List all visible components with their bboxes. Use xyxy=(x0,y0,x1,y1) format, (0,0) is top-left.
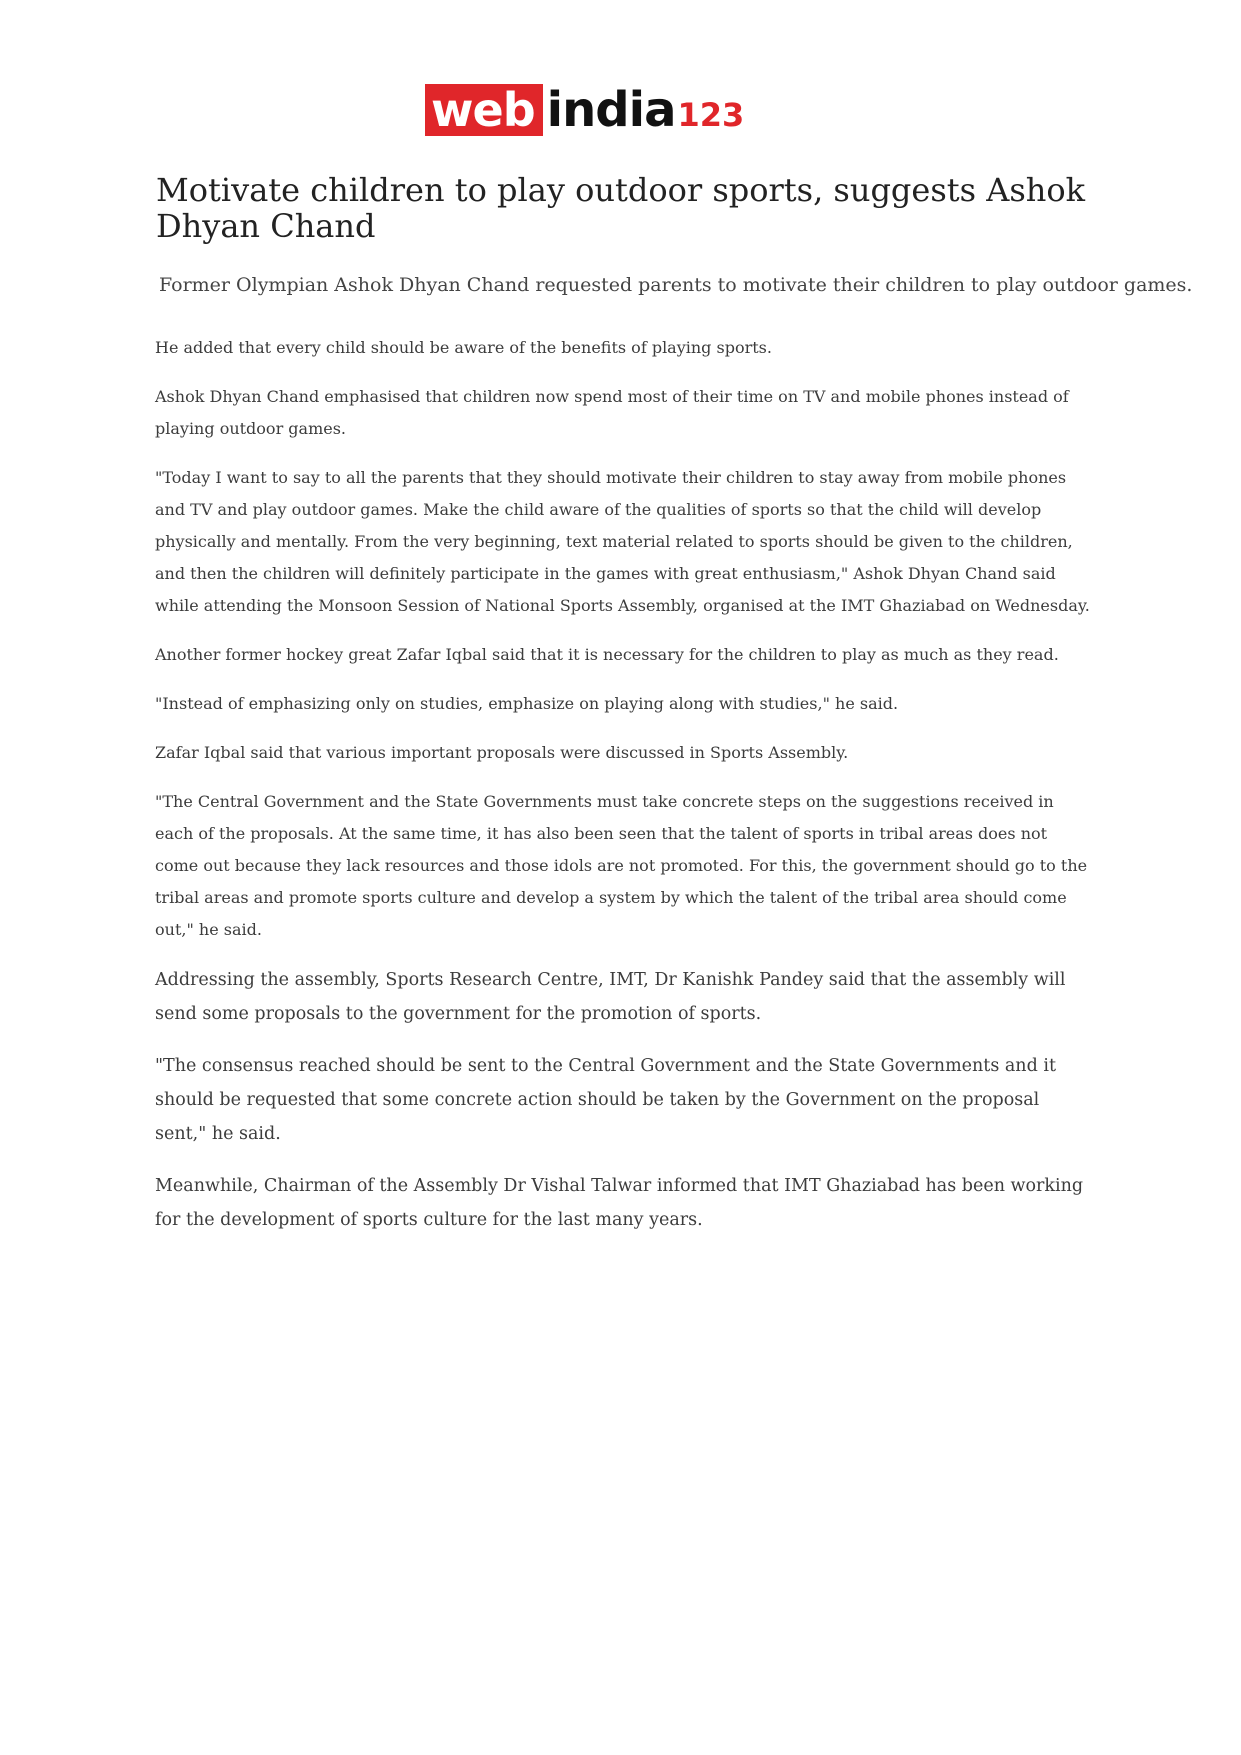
article-body xyxy=(155,332,1090,1255)
article-paragraph: Meanwhile, Chairman of the Assembly Dr Vishal Talwar informed that IMT Ghaziabad has been working for the development of sports culture for the last many years. xyxy=(155,1176,1084,1230)
article-paragraph: "Instead of emphasizing only on studies, emphasize on playing along with studies," he said. xyxy=(155,694,899,713)
article-paragraph: "Today I want to say to all the parents that they should motivate their children to stay away from mobile phones and TV and play outdoor games. Make the child aware of the qualities of sports so that the child will develop physically and mentally. From the very beginning, text material related to sports should be given to the children, and then the children will definitely participate in the games with great enthusiasm," Ashok Dhyan Chand said while attending the Monsoon Session of National Sports Assembly, organised at the IMT Ghaziabad on Wednesday. xyxy=(155,468,1090,615)
article-paragraph: "The Central Government and the State Governments must take concrete steps on the suggestions received in each of the proposals. At the same time, it has also been seen that the talent of sports in tribal areas does not come out because they lack resources and those idols are not promoted. For this, the government should go to the tribal areas and promote sports culture and develop a system by which the talent of the tribal area should come out," he said. xyxy=(155,792,1088,939)
logo-india-text: india xyxy=(546,82,676,138)
logo-web-text: web xyxy=(425,84,543,136)
article-paragraph: Zafar Iqbal said that various important proposals were discussed in Sports Assembly. xyxy=(155,743,849,762)
article-paragraph: Another former hockey great Zafar Iqbal said that it is necessary for the children to play as much as they read. xyxy=(155,645,1059,664)
logo-123-text: 123 xyxy=(677,96,745,134)
article-paragraph: Addressing the assembly, Sports Research Centre, IMT, Dr Kanishk Pandey said that the assembly will send some proposals to the government for the promotion of sports. xyxy=(155,970,1066,1024)
article-paragraph: He added that every child should be aware of the benefits of playing sports. xyxy=(155,338,772,357)
article-paragraph: "The consensus reached should be sent to the Central Government and the State Governments and it should be requested that some concrete action should be taken by the Government on the proposal sent," he said. xyxy=(155,1056,1056,1144)
article-summary: Former Olympian Ashok Dhyan Chand requested parents to motivate their children to play outdoor games. xyxy=(159,274,1193,296)
article-paragraph: Ashok Dhyan Chand emphasised that children now spend most of their time on TV and mobile phones instead of playing outdoor games. xyxy=(155,387,1069,438)
webindia123-logo xyxy=(425,84,815,136)
article-headline: Motivate children to play outdoor sports, suggests Ashok Dhyan Chand xyxy=(156,171,1086,245)
